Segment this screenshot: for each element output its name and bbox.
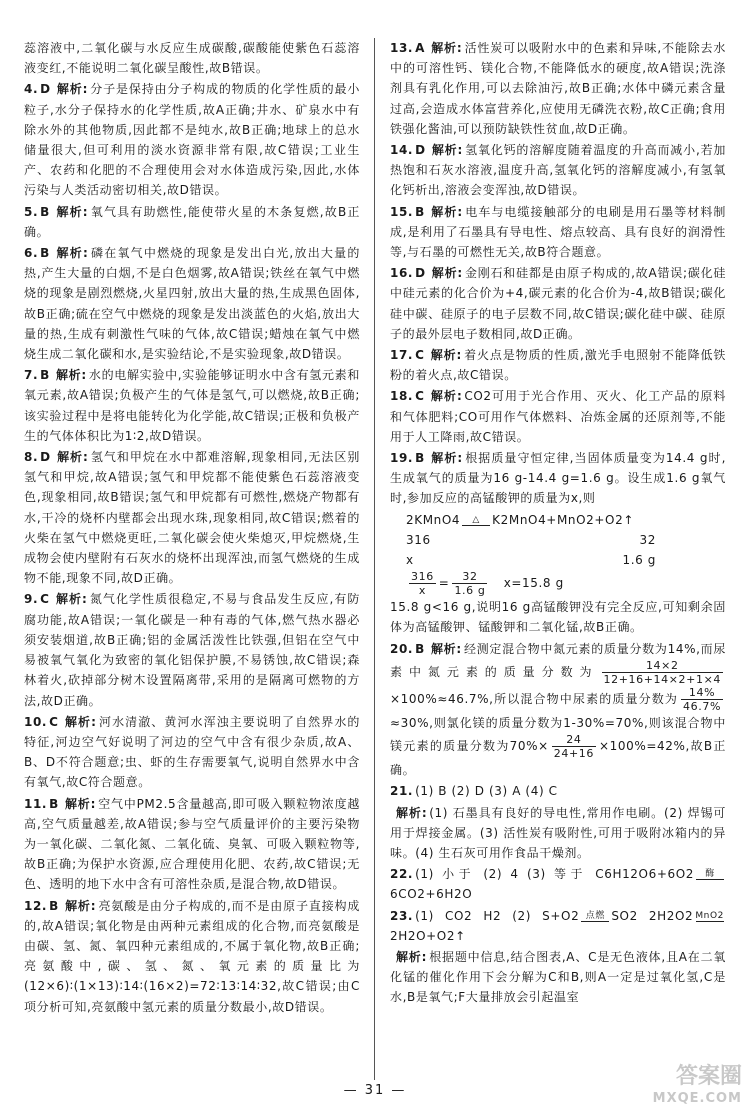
answer-letter: B [40,204,50,219]
question-number: 22. [390,867,414,882]
q19-conclusion [390,597,726,637]
entry-text: 电车与电缆接触部分的电刷是用石墨等材料制成,是利用了石墨具有导电性、熔点较高、具有良好的润滑性等,与石墨的可燃性无关,故B符合题意。 [390,204,726,260]
entry-q20 [390,639,726,781]
entry-text: 亮氨酸是由分子构成的,而不是由原子直接构成的,故A错误;氧化物是由两种元素组成的化合物,而亮氨酸是由碳、氢、氮、氧四种元素组成的,不属于氧化物,故B正确;亮氨酸中,碳、氢、氮、氧元素的质量比为(12×6)∶(1×13)∶14∶(16×2)=72∶13∶14∶32,故C错误;由C项分析可知,亮氨酸中氢元素的质量分数最小,故D错误。 [24,898,360,1014]
solution: x=15.8 g [503,576,564,591]
entry-q22 [390,864,726,904]
denominator: 12+16+14×2+1×4 [603,672,721,686]
reaction-condition [581,911,609,922]
analysis-tag: 解析: [64,714,97,729]
question-number: 7. [24,368,39,383]
denominator: 1.6 g [454,584,486,598]
answer-letter: B [415,641,425,656]
analysis-tag: 解析: [56,450,89,465]
reactant: 2KMnO4 [406,512,461,527]
question-number: 21. [390,784,414,799]
question-number: 15. [390,204,414,219]
entry-q19 [390,448,726,509]
analysis-tag: 解析: [64,796,96,811]
entry-text: ≈30%,则氯化镁的质量分数为1-30%=70%,则该混合物中镁元素的质量分数为70%× [390,715,726,754]
entry-q17 [390,345,726,385]
fraction [681,686,723,713]
analysis-tag: 解析: [56,82,89,97]
denominator: x [418,584,426,598]
value-row [406,550,656,570]
answer-letter: D [415,143,426,158]
right-column [390,38,726,1009]
products: K2MnO4+MnO2+O2↑ [492,512,634,527]
entry-text: (1) 石墨具有良好的导电性,常用作电刷。(2) 焊锡可用于焊接金属。(3) 活性炭有吸附性,可用于吸附冰箱内的异味。(4) 生石灰可用作食品干燥剂。 [390,805,726,860]
entry-q8 [24,447,360,588]
question-number: 4. [24,82,39,97]
analysis-tag: 解析: [55,368,87,383]
left-column [24,38,360,1018]
answer-letter: B [40,246,50,261]
question-number: 23. [390,908,414,923]
question-number: 18. [390,389,414,404]
entry-q10 [24,712,360,793]
answer-letter: B [415,451,425,466]
answer-letter: C [40,592,50,607]
q19-equation [390,510,726,598]
entry-q6 [24,243,360,364]
entry-q18 [390,386,726,447]
answer-letter: C [415,348,425,363]
entry-text: ×100%=42%,故B正确。 [390,739,726,778]
denominator: 24+16 [553,747,594,761]
analysis-tag: 解析: [55,246,89,261]
answer-letter: D [415,266,426,281]
analysis-tag: 解析: [430,348,462,363]
answer-letter: B [415,204,425,219]
analysis-tag: 解析: [430,41,463,55]
question-number: 13. [390,41,414,55]
reaction-condition [462,515,490,526]
condition-label: 酶 [705,869,715,880]
reaction-bar [696,879,724,880]
entry-q5 [24,202,360,242]
condition-label: 点燃 [585,910,605,921]
page-number: — 31 — [343,1083,407,1098]
entry-q15 [390,202,726,263]
entry-q21 [390,781,726,801]
entry-text: 分子是保持由分子构成的物质的化学性质的最小粒子,水分子保持水的化学性质,故A正确;井水、矿泉水中有除水外的其他物质,因此都不是纯水,故B正确;地球上的总水储量很大,但可利用的淡水资源非常有限,故C错误;工业生产、农药和化肥的不合理使用会对水体造成污染,因此,水体污染与人类活动密切相关,故D错误。 [24,82,360,198]
fraction [409,570,436,597]
answers: (1) B (2) D (3) A (4) C [415,784,558,799]
entry-text: SO2 2H2O2 [611,908,694,923]
column-divider [374,38,375,1080]
analysis-tag: 解析: [431,143,463,158]
entry-q16 [390,263,726,344]
entry-text: 2H2O+O2↑ [390,928,466,943]
answer-letter: B [40,368,50,383]
analysis-tag: 解析: [430,204,463,219]
entry-text: 空气中PM2.5含量越高,即可吸入颗粒物浓度越高,空气质量越差,故A错误;参与空气质量评价的主要污染物为一氧化碳、二氧化氮、二氧化硫、臭氧、可吸入颗粒物等,故B正确;为保护水资源,应合理使用化肥、农药,故C错误;无色、透明的地下水中含有可溶性杂质,是混合物,故D错误。 [24,796,360,892]
watermark-title: 答案圈 [675,1064,742,1089]
answer-letter: B [49,796,59,811]
analysis-tag: 解析: [431,266,463,281]
answer-letter: D [40,450,51,465]
answer-letter: D [40,82,51,97]
entry-q12 [24,896,360,1017]
condition-label: △ [472,514,480,525]
analysis-tag: 解析: [430,389,463,404]
condition-label: MnO2 [695,910,724,921]
entry-text: (1) 小于 (2) 4 (3) 等于 C6H12O6+6O2 [415,867,694,882]
analysis-tag: 解析: [396,949,428,964]
analysis-tag: 解析: [64,898,97,913]
entry-text: 河水清澈、黄河水浑浊主要说明了自然界水的特征,河边空气好说明了河边的空气中含有很少杂质,故A、B、D不符合题意;虫、虾的生存需要氧气,说明自然界水中含有氧气,故C符合题意。 [24,714,360,790]
entry-text: 蕊溶液中,二氧化碳与水反应生成碳酸,碳酸能使紫色石蕊溶液变红,不能说明二氧化碳呈酸性,故B错误。 [24,41,360,76]
entry-text: 氢氧化钙的溶解度随着温度的升高而减小,若加热饱和石灰水溶液,温度升高,氢氧化钙的溶解度减小,有氢氧化钙析出,溶液会变浑浊,故D错误。 [390,143,726,198]
question-number: 19. [390,451,414,466]
numerator: 14% [681,686,723,700]
entry-q4 [24,79,360,200]
question-number: 17. [390,348,414,363]
entry-text: 氮气化学性质很稳定,不易与食品发生反应,有防腐功能,故A错误;一氧化碳是一种有毒的气体,燃气热水器必须安装烟道,故B正确;铝的金属活泼性比铁强,但铝在空气中易被氧气氧化为致密的氧化铝保护膜,不易锈蚀,故C错误;森林着火,砍掉部分树木设置隔离带,采用的是隔离可燃物的方法,故D正确。 [24,592,360,708]
entry-text: 经测定混合物中氮元素的质量分数为14%,而尿素中氮元素的质量分数为 [390,641,726,679]
answer-letter: C [415,389,425,404]
denominator: 46.7% [683,699,721,713]
mass-row [406,530,656,550]
entry-q13 [390,38,726,139]
entry-text: 磷在氧气中燃烧的现象是发出白光,放出大量的热,产生大量的白烟,不是白色烟雾,故A错误;铁丝在氧气中燃烧的现象是剧烈燃烧,火星四射,放出大量的热,生成黑色固体,故B正确;硫在空气中燃烧的现象是发出淡蓝色的火焰,放出大量的热,生成有刺激性气味的气体,故C错误;蜡烛在氧气中燃烧生成二氧化碳和水,是实验结论,不是实验现象,故D错误。 [24,246,360,362]
numerator: 24 [552,733,596,747]
fraction [602,659,723,686]
fraction [452,570,487,597]
entry-text: 6CO2+6H2O [390,887,473,902]
proportion-row: $\frac{316}{x}$ = $\frac{32}{1.6 g}$ x=15.8 g [411,570,564,598]
entry-q14 [390,140,726,201]
entry-continued [24,38,360,78]
fraction [552,733,596,760]
question-number: 6. [24,246,39,261]
reaction-equation [406,510,726,530]
reaction-bar [462,525,490,526]
entry-text: 水的电解实验中,实验能够证明水中含有氢元素和氧元素,故A错误;负极产生的气体是氢气,可以燃烧,故B正确;该实验过程中是将电能转化为化学能,故C错误;正极和负极产生的气体体积比为1∶2,故D错误。 [24,368,360,443]
entry-text: 15.8 g<16 g,说明16 g高锰酸钾没有完全反应,可知剩余固体为高锰酸钾、锰酸钾和二氧化锰,故B正确。 [390,600,726,635]
entry-text: ×100%≈46.7%,所以混合物中尿素的质量分数为 [390,691,679,706]
question-number: 8. [24,450,39,465]
question-number: 14. [390,143,414,158]
entry-text: CO2可用于光合作用、灭火、化工产品的原料和气体肥料;CO可用作气体燃料、冶炼金属的还原剂等,不能用于人工降雨,故C错误。 [390,389,727,444]
entry-text: 氧气具有助燃性,能使带火星的木条复燃,故B正确。 [24,204,360,239]
question-number: 11. [24,796,48,811]
reaction-bar [696,921,724,922]
reaction-condition [696,869,724,880]
entry-q9 [24,589,360,710]
analysis-tag: 解析: [55,204,89,219]
question-number: 12. [24,898,48,913]
analysis-tag: 解析: [396,805,428,820]
question-number: 9. [24,592,39,607]
entry-text: 氢气和甲烷在水中都难溶解,现象相同,无法区别氢气和甲烷,故A错误;氢气和甲烷都不能使紫色石蕊溶液变色,现象相同,故B错误;氢气和甲烷都有可燃性,燃烧产物都有水,干冷的烧杯内壁都会出现水珠,现象相同,故C错误;燃着的火柴在氢气中燃烧更旺,二氧化碳会使火柴熄灭,甲烷燃烧,生成物会使内壁附有石灰水的烧杯出现浑浊,而氢气燃烧的生成物不能,现象不同,故D正确。 [24,450,360,586]
answer-letter: A [415,41,425,55]
reaction-condition [695,911,724,922]
question-number: 5. [24,204,39,219]
oxygen-mass: 1.6 g [622,553,656,568]
question-number: 20. [390,641,414,656]
numerator: 32 [452,570,487,584]
reaction-bar [581,921,609,922]
entry-text: 活性炭可以吸附水中的色素和异味,不能除去水中的可溶性钙、镁化合物,不能降低水的硬度,故A错误;洗涤剂具有乳化作用,可以去除油污,故B正确;水体中磷元素含量过高,会造成水体富营养化,应使用无磷洗衣粉,故C正确;食用铁强化酱油,可以预防缺铁性贫血,故D正确。 [390,41,726,136]
entry-text: 根据质量守恒定律,当固体质量变为14.4 g时,生成氧气的质量为16 g-14.4 g=1.6 g。设生成1.6 g氧气时,参加反应的高锰酸钾的质量为x,则 [390,451,726,506]
answer-letter: C [49,714,59,729]
numerator: 316 [411,570,434,584]
watermark-url: MXQE.COM [652,1091,742,1106]
entry-text: 金刚石和硅都是由原子构成的,故A错误;碳化硅中硅元素的化合价为+4,碳元素的化合价为-4,故B错误;碳化硅中碳、硅原子的电子层数不同,故C错误;碳化硅中碳、硅原子的最外层电子数相同,故D正确。 [390,266,726,341]
question-number: 16. [390,266,414,281]
q21-analysis [390,803,726,864]
unknown-x: x [406,553,414,568]
entry-text: (1) CO2 H2 (2) S+O2 [415,908,580,923]
site-watermark [632,1066,742,1110]
entry-text: 根据题中信息,结合图表,A、C是无色液体,且A在二氧化锰的催化作用下会分解为C和B,则A一定是过氧化氢,C是水,B是氧气;F大量排放会引起温室 [390,949,726,1005]
analysis-tag: 解析: [430,451,463,466]
entry-text: 着火点是物质的性质,激光手电照射不能降低铁粉的着火点,故C错误。 [390,348,726,383]
analysis-tag: 解析: [430,641,462,656]
molar-mass-2: 32 [639,532,656,547]
analysis-tag: 解析: [55,592,88,607]
entry-q7 [24,365,360,446]
molar-mass-1: 316 [406,532,431,547]
entry-q23 [390,906,726,946]
q23-analysis [390,947,726,1008]
question-number: 10. [24,714,48,729]
numerator: 14×2 [602,659,723,673]
answer-letter: B [49,898,59,913]
entry-q11 [24,794,360,895]
